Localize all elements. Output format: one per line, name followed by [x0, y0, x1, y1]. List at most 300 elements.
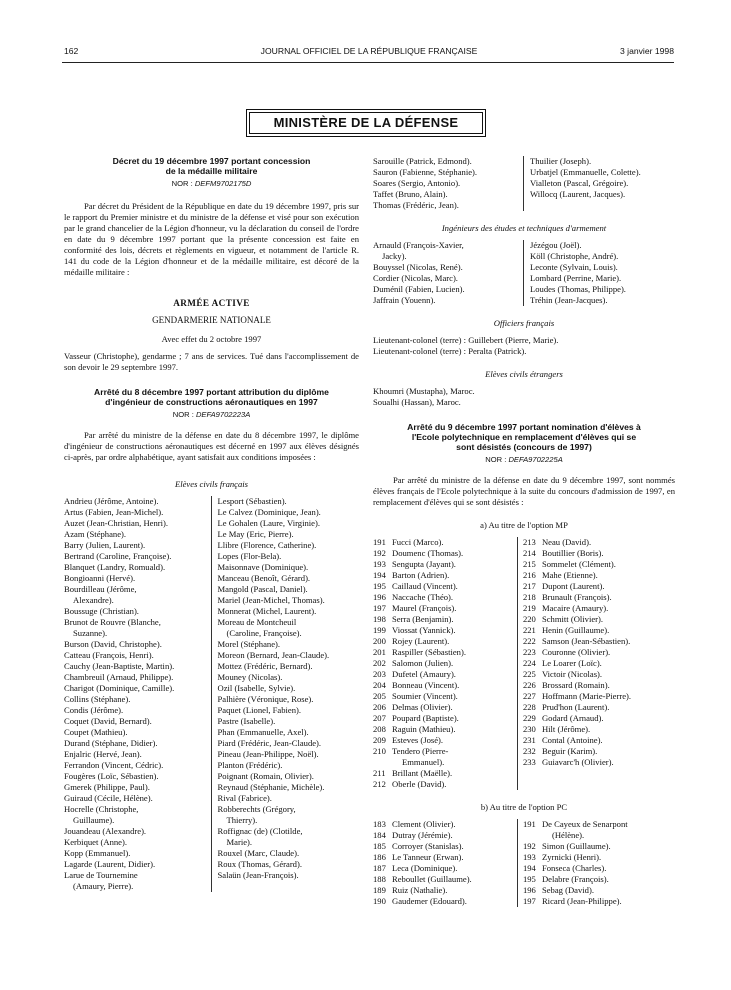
name-entry	[218, 727, 360, 738]
name-line: Piard (Frédéric, Jean-Claude).	[217, 738, 322, 748]
name-line: Azam (Stéphane).	[64, 529, 127, 539]
name-line: Catteau (François, Henri).	[64, 650, 154, 660]
ranked-entry	[373, 581, 513, 592]
rank-name: Fucci (Marco).	[392, 537, 444, 547]
name-line: Bertrand (Caroline, Françoise).	[64, 551, 172, 561]
rank-number: 190	[373, 896, 386, 906]
rank-number: 198	[373, 614, 386, 624]
name-continuation: Jacky).	[382, 251, 407, 261]
name-entry	[218, 716, 360, 727]
name-line: Robberechts (Grégory,	[217, 804, 296, 814]
rank-number: 216	[522, 570, 536, 580]
name-entry	[218, 639, 360, 650]
ranked-entry	[373, 852, 513, 863]
rank-name: Reboullet (Guillaume).	[392, 874, 472, 884]
name-entry	[218, 826, 360, 848]
name-entry	[218, 760, 360, 771]
rank-number: 227	[522, 691, 536, 701]
name-line: Maisonnave (Dominique).	[217, 562, 309, 572]
decree-body: Par décret du Président de la République en date du 19 décembre 1997, pris sur le rapport du Premier ministre et du ministre de la défense et visé pour son exécution par le grand chancelier de la Légion d'honneur, vu la déclaration du conseil de l'ordre en date du 9 décembre 1997 portant que la présente concession est faite en conformité des lois, décrets et règlements en vigueur, et notamment de l'article R. 141 du code de la Légion d'honneur et de la médaille militaire, est décoré de la médaille militaire :	[64, 201, 359, 277]
pc-heading: b) Au titre de l'option PC	[480, 802, 568, 812]
ranked-entry	[523, 559, 675, 570]
ingenieurs-list	[373, 240, 675, 306]
ministry-title: MINISTÈRE DE LA DÉFENSE	[249, 112, 483, 134]
etrangers-list	[373, 386, 675, 408]
name-entry	[218, 551, 360, 562]
rank-name: Clement (Olivier).	[392, 819, 456, 829]
rank-name: Serra (Benjamin).	[392, 614, 454, 624]
name-line: Kopp (Emmanuel).	[64, 848, 131, 858]
name-entry	[530, 273, 675, 284]
name-entry	[218, 496, 360, 507]
ranked-entry	[523, 636, 675, 647]
rank-name: (Hélène).	[551, 830, 585, 840]
name-line: Cordier (Nicolas, Marc).	[373, 273, 458, 283]
arrete2-title-line: l'Ecole polytechnique en remplacement d'élèves qui se	[411, 432, 637, 442]
name-entry	[218, 683, 360, 694]
rank-number: 194	[373, 570, 386, 580]
name-line: Willocq (Laurent, Jacques).	[530, 189, 626, 199]
arrete-title-line: Arrêté du 8 décembre 1997 portant attribution du diplôme	[94, 387, 329, 397]
ranked-entry	[523, 691, 675, 702]
rank-number: 193	[522, 852, 536, 862]
rank-name: Sommelet (Clément).	[541, 559, 616, 569]
name-entry	[64, 507, 206, 518]
ranked-entry	[523, 735, 675, 746]
name-entry	[64, 694, 206, 705]
name-entry	[64, 738, 206, 749]
ranked-entry	[373, 669, 513, 680]
name-entry	[64, 705, 206, 716]
name-line: Andrieu (Jérôme, Antoine).	[64, 496, 159, 506]
rank-name: Soumier (Vincent).	[392, 691, 458, 701]
name-entry	[218, 562, 360, 573]
name-entry	[373, 240, 518, 262]
rank-name: Dupont (Laurent).	[541, 581, 605, 591]
rank-name: Dutray (Jérémie).	[392, 830, 453, 840]
name-continuation: (Amaury, Pierre).	[73, 881, 134, 891]
name-line: Planton (Frédéric).	[217, 760, 283, 770]
rank-number: 203	[373, 669, 386, 679]
left-column	[64, 156, 359, 892]
rank-name: Sebag (David).	[541, 885, 594, 895]
ranked-entry	[373, 647, 513, 658]
rank-number: 193	[373, 559, 386, 569]
rank-number: 229	[522, 713, 536, 723]
rank-number: 226	[522, 680, 536, 690]
name-entry	[530, 178, 675, 189]
name-line: Lopes (Flor-Bela).	[217, 551, 282, 561]
name-line: Taffet (Bruno, Alain).	[373, 189, 448, 199]
rank-number: 218	[522, 592, 536, 602]
name-entry	[218, 793, 360, 804]
name-line: Moreau de Montcheuil	[217, 617, 297, 627]
continued-list-col2	[524, 156, 675, 211]
rank-number: 209	[373, 735, 386, 745]
name-entry	[64, 683, 206, 694]
rank-number: 184	[373, 830, 386, 840]
name-line: Coupet (Mathieu).	[64, 727, 128, 737]
name-entry	[530, 156, 675, 167]
name-line: Boussuge (Christian).	[64, 606, 139, 616]
name-line: Le Calvez (Dominique, Jean).	[217, 507, 321, 517]
name-continuation: Alexandre).	[73, 595, 114, 605]
rank-number: 187	[373, 863, 386, 873]
name-line: Collins (Stéphane).	[64, 694, 131, 704]
name-line: Tréhin (Jean-Jacques).	[530, 295, 608, 305]
name-line: Paquet (Lionel, Fabien).	[217, 705, 302, 715]
rank-name: Delabre (François).	[541, 874, 609, 884]
name-entry	[64, 793, 206, 804]
name-entry	[218, 694, 360, 705]
name-entry	[64, 617, 206, 639]
name-entry	[218, 606, 360, 617]
name-line: Mariel (Jean-Michel, Thomas).	[217, 595, 325, 605]
name-entry	[218, 661, 360, 672]
arrete2-title	[373, 422, 675, 452]
name-entry	[530, 189, 675, 200]
rank-name: Fonseca (Charles).	[541, 863, 607, 873]
name-entry	[64, 859, 206, 870]
name-line: Sarouille (Patrick, Edmond).	[373, 156, 472, 166]
issue-date: 3 janvier 1998	[620, 46, 674, 56]
rank-number	[523, 830, 542, 841]
ingenieurs-list-col1	[373, 240, 524, 306]
name-entry	[218, 859, 360, 870]
rank-name: Contal (Antoine).	[541, 735, 603, 745]
name-line: Kerbiquet (Anne).	[64, 837, 127, 847]
name-entry	[218, 573, 360, 584]
rank-name: Boutillier (Boris).	[541, 548, 604, 558]
rank-name: Naccache (Théo).	[392, 592, 454, 602]
rank-name: Sengupta (Jayant).	[392, 559, 456, 569]
rank-name: Maurel (François).	[392, 603, 457, 613]
rank-name: Hoffmann (Marie-Pierre).	[541, 691, 632, 701]
name-line: Lagarde (Laurent, Didier).	[64, 859, 156, 869]
name-entry	[64, 562, 206, 573]
name-line: Charigot (Dominique, Camille).	[64, 683, 175, 693]
name-line: Burson (David, Christophe).	[64, 639, 162, 649]
name-line: Köll (Christophe, André).	[530, 251, 619, 261]
name-line: Chambreuil (Arnaud, Philippe).	[64, 672, 174, 682]
name-line: Enjalric (Hervé, Jean).	[64, 749, 142, 759]
name-entry	[64, 804, 206, 826]
rank-name: Doumenc (Thomas).	[392, 548, 464, 558]
name-entry	[64, 782, 206, 793]
ranked-entry	[523, 863, 675, 874]
ranked-entry	[523, 581, 675, 592]
decree-title-line: de la médaille militaire	[165, 166, 258, 176]
ministry-box	[246, 109, 486, 137]
name-entry	[218, 870, 360, 881]
eleves-list	[64, 496, 359, 892]
ranked-entry	[373, 874, 513, 885]
rank-number: 225	[522, 669, 536, 679]
ranked-entry	[373, 863, 513, 874]
officiers-heading: Officiers français	[493, 318, 555, 328]
name-line: Roux (Thomas, Gérard).	[217, 859, 302, 869]
rank-number: 195	[522, 874, 536, 884]
ranked-entry	[523, 680, 675, 691]
rank-name: Corroyer (Stanislas).	[392, 841, 464, 851]
nor-label: NOR :	[171, 179, 193, 188]
decree-title	[64, 156, 359, 176]
rank-name: Leca (Dominique).	[392, 863, 458, 873]
name-entry	[64, 826, 206, 837]
rank-name: Raguin (Mathieu).	[392, 724, 456, 734]
rank-name: Oberle (David).	[392, 779, 447, 789]
name-line: Jaffrain (Youenn).	[373, 295, 436, 305]
rank-name: Ruiz (Nathalie).	[392, 885, 448, 895]
name-entry	[64, 727, 206, 738]
continued-list-col1	[373, 156, 524, 211]
etranger-entry: Soualhi (Hassan), Maroc.	[373, 397, 461, 407]
nor-label: NOR :	[172, 410, 194, 419]
name-line: Lesport (Sébastien).	[217, 496, 287, 506]
rank-name: Raspiller (Sébastien).	[392, 647, 466, 657]
rank-name: Couronne (Olivier).	[541, 647, 611, 657]
name-line: Thuilier (Joseph).	[530, 156, 592, 166]
name-line: Jézégou (Joël).	[530, 240, 582, 250]
name-line: Reynaud (Stéphanie, Michèle).	[217, 782, 325, 792]
name-entry	[64, 529, 206, 540]
name-entry	[530, 284, 675, 295]
name-entry	[64, 584, 206, 606]
name-entry	[373, 284, 518, 295]
rank-name: Delmas (Olivier).	[392, 702, 453, 712]
ranked-entry	[373, 885, 513, 896]
journal-title: JOURNAL OFFICIEL DE LA RÉPUBLIQUE FRANÇAISE	[260, 46, 478, 56]
rank-number: 199	[373, 625, 386, 635]
rank-number: 220	[522, 614, 536, 624]
ranked-entry	[373, 680, 513, 691]
name-entry	[218, 672, 360, 683]
name-line: Ozil (Isabelle, Sylvie).	[217, 683, 296, 693]
name-continuation: Thierry).	[226, 815, 258, 825]
name-line: Palhière (Véronique, Rose).	[217, 694, 314, 704]
rank-number: 192	[522, 841, 536, 851]
name-entry	[64, 650, 206, 661]
name-entry	[218, 705, 360, 716]
rank-name: Brossard (Romain).	[541, 680, 610, 690]
name-line: Salaün (Jean-François).	[217, 870, 299, 880]
rank-name: Caillaud (Vincent).	[392, 581, 458, 591]
name-entry	[218, 540, 360, 551]
name-entry	[218, 650, 360, 661]
name-line: Phan (Emmanuelle, Axel).	[217, 727, 309, 737]
ranked-entry	[523, 647, 675, 658]
mp-list-col1	[373, 537, 518, 790]
rank-number: 219	[522, 603, 536, 613]
rank-number: 196	[522, 885, 536, 895]
name-line: Mottez (Frédéric, Bernard).	[217, 661, 313, 671]
rank-number: 207	[373, 713, 386, 723]
ranked-entry	[373, 841, 513, 852]
name-continuation: Suzanne).	[73, 628, 108, 638]
continued-list	[373, 156, 675, 211]
ranked-entry	[523, 830, 675, 841]
etrangers-heading: Elèves civils étrangers	[485, 369, 563, 379]
ranked-entry	[373, 603, 513, 614]
name-line: Poignant (Romain, Olivier).	[217, 771, 314, 781]
name-line: Cauchy (Jean-Baptiste, Martin).	[64, 661, 175, 671]
right-column	[373, 156, 675, 907]
rank-name: Victoir (Nicolas).	[541, 669, 603, 679]
name-entry	[373, 262, 518, 273]
eleves-list-col2	[212, 496, 360, 892]
ranked-entry	[523, 885, 675, 896]
name-line: Soares (Sergio, Antonio).	[373, 178, 461, 188]
name-line: Blanquet (Landry, Romuald).	[64, 562, 166, 572]
ranked-entry	[373, 691, 513, 702]
effet-line: Avec effet du 2 octobre 1997	[161, 334, 262, 344]
decree-title-line: Décret du 19 décembre 1997 portant concession	[112, 156, 311, 166]
ranked-entry	[523, 724, 675, 735]
ranked-entry	[373, 625, 513, 636]
name-entry	[64, 606, 206, 617]
name-line: Vialleton (Pascal, Grégoire).	[530, 178, 629, 188]
rank-name: Rojey (Laurent).	[392, 636, 450, 646]
rank-name: Le Loarer (Loïc).	[541, 658, 602, 668]
rank-number: 185	[373, 841, 386, 851]
ranked-entry	[373, 819, 513, 830]
name-line: Thomas (Frédéric, Jean).	[373, 200, 459, 210]
ranked-entry	[523, 746, 675, 757]
name-line: Guiraud (Cécile, Hélène).	[64, 793, 153, 803]
rank-number: 221	[522, 625, 536, 635]
rank-name: Le Tanneur (Erwan).	[392, 852, 464, 862]
rank-number: 222	[522, 636, 536, 646]
rank-number: 215	[522, 559, 536, 569]
rank-number: 189	[373, 885, 386, 895]
name-entry	[218, 738, 360, 749]
rank-name: Simon (Guillaume).	[541, 841, 611, 851]
ranked-entry	[373, 636, 513, 647]
rank-name: Godard (Arnaud).	[541, 713, 604, 723]
name-entry	[64, 672, 206, 683]
name-entry	[64, 870, 206, 892]
name-line: Ferrandon (Vincent, Cédric).	[64, 760, 164, 770]
rank-name: Hilt (Jérôme).	[541, 724, 591, 734]
ingenieurs-list-col2	[524, 240, 675, 306]
pc-list-col2	[518, 819, 675, 907]
rank-number: 211	[373, 768, 386, 778]
ranked-entry	[373, 735, 513, 746]
rank-number: 183	[373, 819, 386, 829]
name-line: Barry (Julien, Laurent).	[64, 540, 146, 550]
name-entry	[373, 178, 518, 189]
name-line: Bourdilleau (Jérôme,	[64, 584, 137, 594]
rank-number: 192	[373, 548, 386, 558]
rank-name: Salomon (Julien).	[392, 658, 454, 668]
ranked-entry	[523, 592, 675, 603]
ranked-entry	[523, 548, 675, 559]
rank-name: Ricard (Jean-Philippe).	[541, 896, 622, 906]
name-entry	[218, 617, 360, 639]
page-number: 162	[64, 46, 79, 56]
name-entry	[530, 251, 675, 262]
ingenieurs-heading: Ingénieurs des études et techniques d'armement	[441, 223, 607, 233]
rank-name: Dufetel (Amaury).	[392, 669, 456, 679]
rank-number: 200	[373, 636, 386, 646]
rank-number: 206	[373, 702, 386, 712]
name-continuation: Marie).	[226, 837, 253, 847]
ranked-entry	[523, 874, 675, 885]
decree-nor	[64, 178, 359, 189]
rank-name: Samson (Jean-Sébastien).	[541, 636, 631, 646]
name-entry	[373, 167, 518, 178]
ranked-entry	[373, 746, 513, 757]
arrete2-nor	[373, 454, 675, 465]
name-line: Bouyssel (Nicolas, René).	[373, 262, 463, 272]
rank-name: Schmitt (Olivier).	[541, 614, 604, 624]
name-entry	[218, 595, 360, 606]
vasseur-entry: Vasseur (Christophe), gendarme ; 7 ans de services. Tué dans l'accomplissement de son devoir le 29 septembre 1997.	[64, 351, 359, 372]
name-line: Le May (Eric, Pierre).	[217, 529, 294, 539]
nor-code: DEFA9702223A	[195, 410, 251, 419]
nor-label: NOR :	[485, 455, 507, 464]
name-line: Rouxel (Marc, Claude).	[217, 848, 300, 858]
name-entry	[373, 189, 518, 200]
name-entry	[530, 295, 675, 306]
rank-number: 217	[522, 581, 536, 591]
ranked-entry	[523, 658, 675, 669]
name-entry	[64, 760, 206, 771]
rank-name: Gaudemer (Edouard).	[392, 896, 467, 906]
name-line: Morel (Stéphane).	[217, 639, 281, 649]
name-entry	[373, 156, 518, 167]
rank-name: Esteves (José).	[392, 735, 444, 745]
name-line: Lombard (Perrine, Marie).	[530, 273, 622, 283]
name-line: Rival (Fabrice).	[217, 793, 272, 803]
ranked-entry	[373, 896, 513, 907]
arrete-nor	[64, 409, 359, 420]
name-entry	[64, 661, 206, 672]
arrete2-body: Par arrêté du ministre de la défense en date du 9 décembre 1997, sont nommés élèves français de l'Ecole polytechnique à la suite du concours d'admission de 1997, en remplacement d'élèves qui se sont désistés :	[373, 475, 675, 507]
ranked-entry	[523, 702, 675, 713]
name-line: Artus (Fabien, Jean-Michel).	[64, 507, 164, 517]
mp-list-col2	[518, 537, 675, 790]
rank-number: 197	[522, 896, 536, 906]
ranked-entry	[523, 614, 675, 625]
name-line: Llibre (Florence, Catherine).	[217, 540, 317, 550]
name-entry	[64, 771, 206, 782]
rank-number: 188	[373, 874, 386, 884]
ranked-entry	[373, 724, 513, 735]
rank-number: 202	[373, 658, 386, 668]
rank-name: Tendero (Pierre-	[392, 746, 449, 756]
name-line: Condis (Jérôme).	[64, 705, 124, 715]
mp-heading: a) Au titre de l'option MP	[480, 520, 568, 530]
arrete2-title-line: sont désistés (concours de 1997)	[456, 442, 592, 452]
name-entry	[218, 518, 360, 529]
name-line: Arnauld (François-Xavier,	[373, 240, 464, 250]
ranked-entry	[523, 819, 675, 830]
name-line: Gmerek (Philippe, Paul).	[64, 782, 150, 792]
etranger-entry: Khoumri (Mustapha), Maroc.	[373, 386, 475, 396]
name-entry	[218, 771, 360, 782]
rank-number: 232	[522, 746, 536, 756]
ranked-entry	[523, 852, 675, 863]
name-entry	[64, 540, 206, 551]
mp-list	[373, 537, 675, 790]
officiers-list	[373, 335, 675, 357]
rank-number: 212	[373, 779, 386, 789]
rank-number: 191	[522, 819, 536, 829]
name-line: Sauron (Fabienne, Stéphanie).	[373, 167, 478, 177]
ranked-entry	[373, 713, 513, 724]
pc-list	[373, 819, 675, 907]
